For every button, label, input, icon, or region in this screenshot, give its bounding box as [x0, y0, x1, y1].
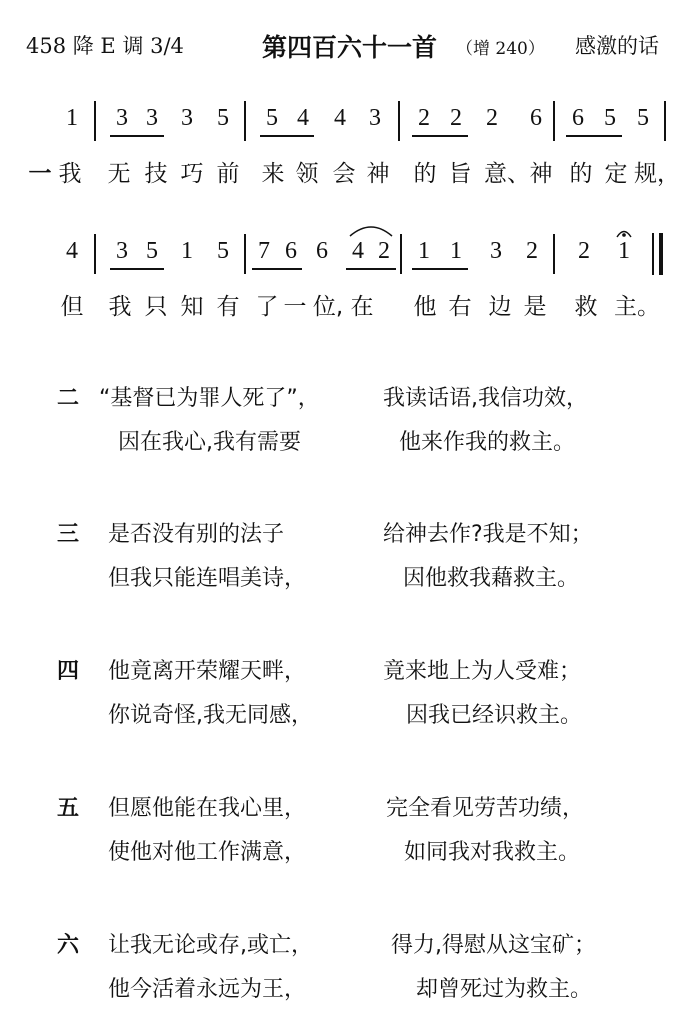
- bar-line: [244, 234, 246, 274]
- note: 3: [181, 105, 193, 131]
- hymn-theme: 感激的话: [575, 34, 659, 58]
- lyrics-line-2: [0, 288, 700, 322]
- note: 5: [266, 105, 278, 131]
- verse-line: 如同我对我救主。: [404, 840, 581, 865]
- note: 6: [572, 105, 584, 131]
- verse-line: 他今活着永远为王，: [108, 977, 307, 1002]
- bar-line: [664, 101, 666, 141]
- note: 6: [316, 238, 328, 264]
- beam-underline: [566, 135, 622, 137]
- note: 5: [217, 105, 229, 131]
- beam-underline: [252, 268, 302, 270]
- bar-line: [553, 234, 555, 274]
- verse-number: 六: [57, 933, 80, 958]
- note: 3: [116, 238, 128, 264]
- note: 2: [418, 105, 430, 131]
- lyric: 边: [488, 294, 512, 320]
- lyric: 在: [350, 294, 374, 320]
- beam-underline: [110, 135, 164, 137]
- lyric: 我: [58, 161, 82, 187]
- lyric: 知: [180, 294, 204, 320]
- lyric: 主。: [614, 294, 660, 320]
- score-line-2: [0, 238, 700, 278]
- verse-line: 却曾死过为救主。: [416, 977, 593, 1002]
- note: 1: [450, 238, 462, 264]
- tie-arc: [346, 222, 396, 238]
- lyric: 无: [107, 161, 131, 187]
- note: 5: [637, 105, 649, 131]
- verse-line: 但愿他能在我心里，: [108, 796, 307, 821]
- lyric: 神: [366, 161, 390, 187]
- beam-underline: [110, 268, 164, 270]
- bar-line: [94, 234, 96, 274]
- lyric: 技: [144, 161, 168, 187]
- verse-3: [0, 517, 700, 597]
- note: 1: [181, 238, 193, 264]
- note: 4: [352, 238, 364, 264]
- lyric: 一: [283, 294, 307, 320]
- note: 4: [66, 238, 78, 264]
- lyric: 前: [216, 161, 240, 187]
- verse-2: [0, 381, 700, 461]
- bar-line: [94, 101, 96, 141]
- verse-number: 五: [57, 796, 80, 821]
- note: 1: [66, 105, 78, 131]
- lyric: 有: [216, 294, 240, 320]
- lyric: 但: [60, 294, 84, 320]
- verse-line: 因我已经识救主。: [406, 703, 583, 728]
- hymn-subtitle: （增 240）: [456, 39, 545, 59]
- verse-line: 完全看见劳苦功绩，: [386, 796, 585, 821]
- note: 5: [217, 238, 229, 264]
- verse-line: 给神去作?我是不知；: [383, 522, 593, 547]
- verse-line: 因在我心,我有需要: [118, 430, 301, 455]
- verse-4: [0, 654, 700, 734]
- verse-line: 他竟离开荣耀天畔，: [108, 659, 307, 684]
- lyric: 了: [255, 294, 279, 320]
- hymn-title: 第四百六十一首: [262, 33, 438, 62]
- lyric: 的: [569, 161, 593, 187]
- note: 2: [378, 238, 390, 264]
- note: 3: [490, 238, 502, 264]
- verse-line: 竟来地上为人受难；: [383, 659, 582, 684]
- note: 6: [530, 105, 542, 131]
- lyric: 右: [448, 294, 472, 320]
- note: 5: [604, 105, 616, 131]
- lyric: 领: [295, 161, 319, 187]
- verse-line: 得力,得慰从这宝矿；: [391, 933, 596, 958]
- note: 6: [285, 238, 297, 264]
- note: 2: [486, 105, 498, 131]
- verse-line: 因他救我藉救主。: [403, 566, 580, 591]
- lyric: 位,: [312, 294, 344, 320]
- verse-line: 你说奇怪,我无同感，: [108, 703, 313, 728]
- verse-line: “基督已为罪人死了”，: [99, 386, 320, 411]
- score-line-1: [0, 105, 700, 145]
- verse-number: 二: [57, 386, 80, 411]
- note: 2: [450, 105, 462, 131]
- verse-6: [0, 928, 700, 1008]
- lyric: 巧: [180, 161, 204, 187]
- lyric: 的: [413, 161, 437, 187]
- lyric: 来: [261, 161, 285, 187]
- final-bar-line-thick: [659, 233, 663, 275]
- lyric: 旨: [448, 161, 472, 187]
- lyric: 意、: [484, 161, 530, 187]
- lyric: 规，: [634, 161, 680, 187]
- note: 3: [146, 105, 158, 131]
- lyric: 我: [108, 294, 132, 320]
- beam-underline: [346, 268, 396, 270]
- note: 4: [297, 105, 309, 131]
- hymn-number-key-meter: 458 降 E 调 3/4: [26, 34, 184, 58]
- verse-number: 三: [57, 522, 80, 547]
- final-bar-line-thin: [652, 233, 654, 275]
- note: 2: [526, 238, 538, 264]
- verse-line: 使他对他工作满意，: [108, 840, 307, 865]
- bar-line: [553, 101, 555, 141]
- verse-line: 我读话语,我信功效，: [383, 386, 588, 411]
- note: 7: [258, 238, 270, 264]
- lyric: 只: [144, 294, 168, 320]
- note: 1: [418, 238, 430, 264]
- note: 2: [578, 238, 590, 264]
- note: 3: [369, 105, 381, 131]
- lyric: 定: [604, 161, 628, 187]
- verse-line: 是否没有别的法子: [108, 522, 285, 547]
- beam-underline: [412, 135, 468, 137]
- lyric: 他: [413, 294, 437, 320]
- beam-underline: [260, 135, 314, 137]
- note: 4: [334, 105, 346, 131]
- verse-5: [0, 791, 700, 871]
- verse-line: 但我只能连唱美诗，: [108, 566, 307, 591]
- verse-line: 让我无论或存,或亡，: [108, 933, 313, 958]
- high-octave-dot: [617, 232, 631, 238]
- lyric: 是: [523, 294, 547, 320]
- lyric: 救: [574, 294, 598, 320]
- verse-number: 四: [57, 659, 80, 684]
- bar-line: [244, 101, 246, 141]
- note: 5: [146, 238, 158, 264]
- verse-line: 他来作我的救主。: [399, 430, 576, 455]
- bar-line: [400, 234, 402, 274]
- note: 1: [618, 238, 630, 264]
- lyric: 会: [332, 161, 356, 187]
- beam-underline: [412, 268, 468, 270]
- verse-number: 一: [28, 161, 52, 187]
- bar-line: [398, 101, 400, 141]
- lyric: 神: [529, 161, 553, 187]
- note: 3: [116, 105, 128, 131]
- lyrics-line-1: [0, 155, 700, 189]
